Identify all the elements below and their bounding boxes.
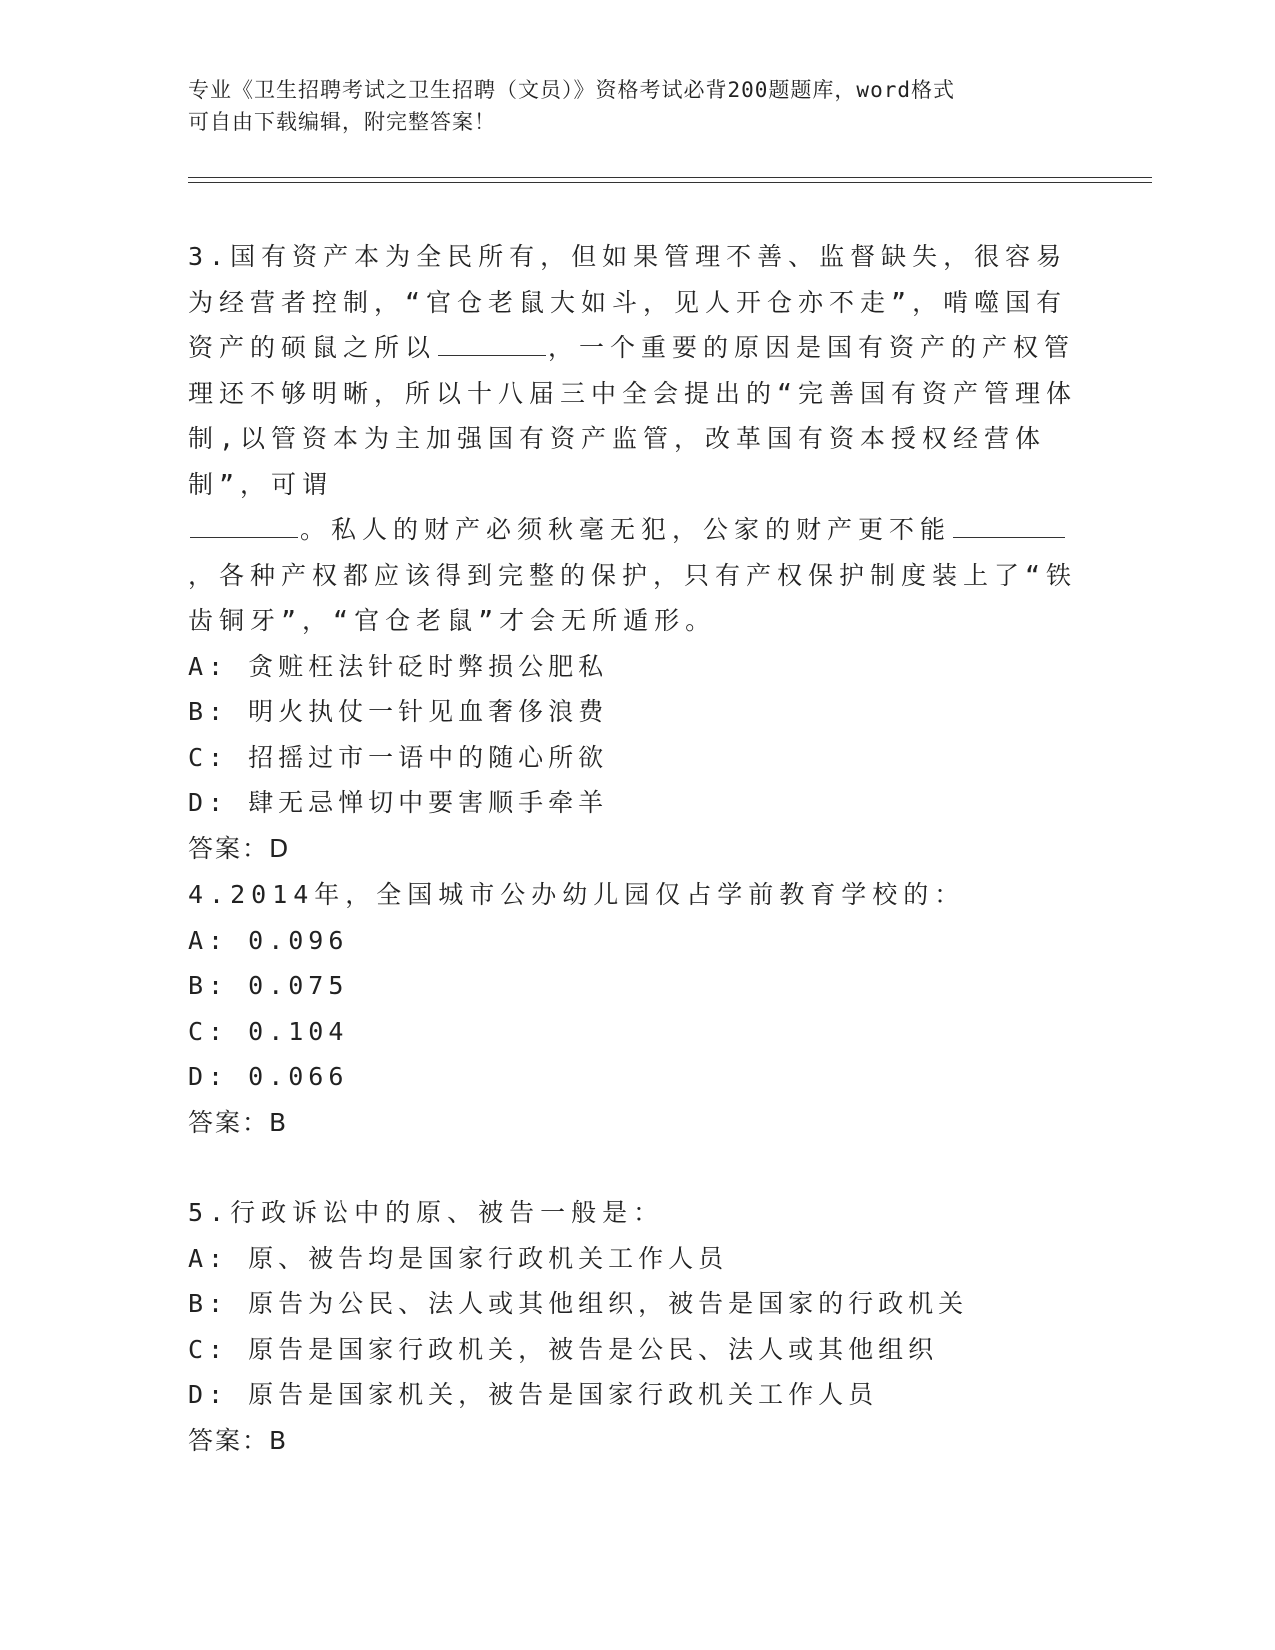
question-3 [188,234,1088,871]
option-d: D: 肆无忌惮切中要害顺手牵羊 [188,788,609,817]
option-d: D: 0.066 [188,1062,349,1091]
answer-line: 答案：B [188,1107,289,1137]
header-line-1: 专业《卫生招聘考试之卫生招聘（文员）》资格考试必背200题题库，word格式 [188,78,955,102]
option-c: C: 原告是国家行政机关，被告是公民、法人或其他组织 [188,1334,939,1364]
document-header [188,74,1088,138]
stem-text-part-1: 3.国有资产本为全民所有，但如果管理不善、监督缺失，很容易为经营者控制，“官仓老鼠大如斗，见人开仓亦不走”，啃噬国有资产的硕鼠之所以 [188,242,1068,362]
question-stem [188,234,1088,644]
option-list [188,1236,1088,1418]
header-divider-top [188,177,1152,178]
option-b: B: 原告为公民、法人或其他组织，被告是国家的行政机关 [188,1289,969,1318]
question-stem: 4.2014年，全国城市公办幼儿园仅占学前教育学校的： [188,880,966,909]
question-stem: 5.行政诉讼中的原、被告一般是： [188,1198,665,1227]
option-list [188,918,1088,1100]
header-divider-bottom [188,182,1152,183]
stem-text-part-2: ，一个重要的原因是国有资产的产权管理还不够明晰，所以十八届三中全会提出的“完善国有资产管理体制,以管资本为主加强国有资产监管，改革国有资本授权经营体制”，可谓 [188,333,1078,499]
answer-blank-1 [438,327,546,356]
answer-blank-3 [953,509,1065,538]
option-a: A: 贪赃枉法针砭时弊损公肥私 [188,651,609,681]
option-c: C: 0.104 [188,1016,349,1046]
answer-line: 答案：D [188,833,291,863]
option-d: D: 原告是国家机关，被告是国家行政机关工作人员 [188,1380,879,1409]
option-a: A: 0.096 [188,925,349,955]
stem-text-part-3: 。私人的财产必须秋毫无犯，公家的财产更不能 [300,515,952,544]
stem-text-part-4: ，各种产权都应该得到完整的保护，只有产权保护制度装上了“铁齿铜牙”，“官仓老鼠”才会无所遁形。 [188,560,1078,635]
header-line-2: 可自由下载编辑，附完整答案！ [188,110,496,134]
option-b: B: 明火执仗一针见血奢侈浪费 [188,697,609,726]
question-4 [188,872,1088,1145]
option-list [188,644,1088,826]
option-a: A: 原、被告均是国家行政机关工作人员 [188,1243,729,1273]
answer-line: 答案：B [188,1425,289,1455]
option-c: C: 招摇过市一语中的随心所欲 [188,742,609,772]
question-5 [188,1190,1088,1463]
answer-blank-2 [190,509,298,538]
option-b: B: 0.075 [188,971,349,1000]
